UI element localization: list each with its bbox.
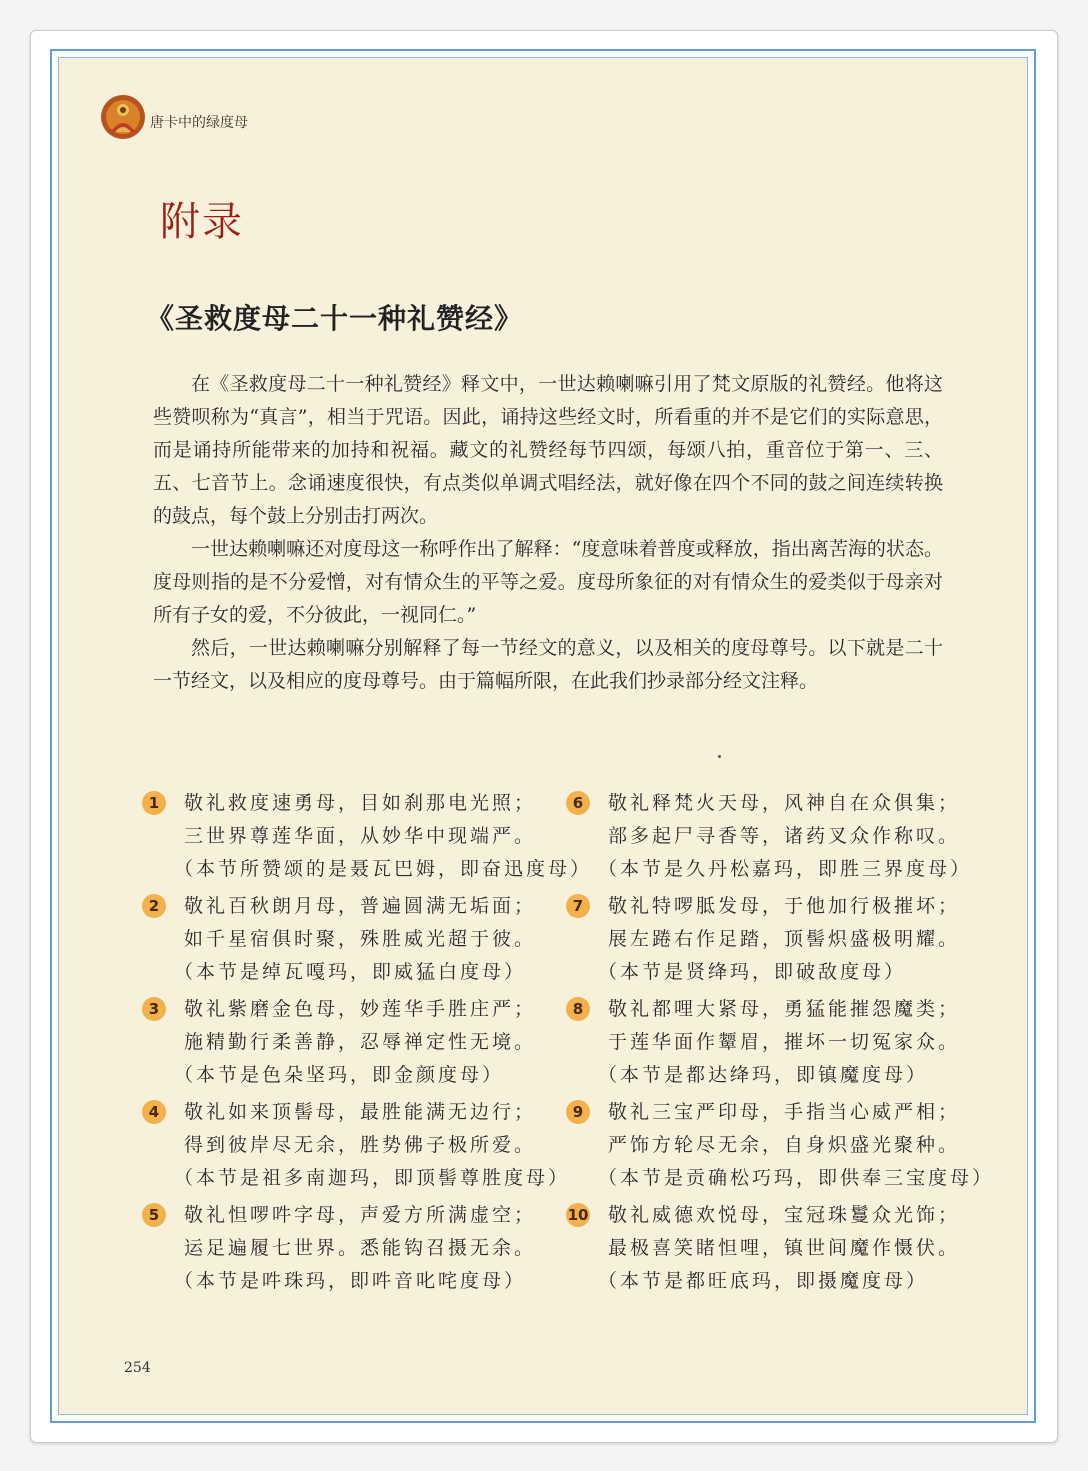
verse-block [140, 890, 540, 989]
verse-note: （本节是都旺底玛，即摄魔度母） [598, 1270, 929, 1292]
intro-text [153, 368, 943, 698]
verse-line: 部多起尸寻香等，诸药叉众作称叹。 [608, 825, 961, 847]
verse-note: （本节是绰瓦嘎玛，即威猛白度母） [174, 961, 527, 983]
verse-number-badge: 6 [566, 791, 590, 815]
verse-number-badge: 3 [142, 997, 166, 1021]
verse-note: （本节是贤绛玛，即破敌度母） [598, 961, 907, 983]
page-number: 254 [124, 1360, 151, 1376]
verse-number-badge: 4 [142, 1100, 166, 1124]
verse-line: 三世界尊莲华面，从妙华中现端严。 [184, 825, 537, 847]
verse-block [564, 993, 964, 1092]
verse-note: （本节是色朵坚玛，即金颜度母） [174, 1064, 505, 1086]
verse-block [140, 1096, 571, 1195]
verse-line: 敬礼都哩大紧母，勇猛能摧怨魔类； [608, 998, 961, 1020]
verse-line: 于莲华面作颦眉，摧坏一切冤家众。 [608, 1031, 961, 1053]
verse-block [564, 787, 973, 886]
verse-line: 施精勤行柔善静，忍辱禅定性无境。 [184, 1031, 537, 1053]
intro-paragraph: 一世达赖喇嘛还对度母这一称呼作出了解释：“度意味着普度或释放，指出离苦海的状态。度母则指的是不分爱憎，对有情众生的平等之爱。度母所象征的对有情众生的爱类似于母亲对所有子女的爱，不分彼此，一视同仁。” [153, 538, 943, 626]
verse-block [564, 890, 964, 989]
verse-column-right [564, 787, 995, 1302]
verse-number-badge: 1 [142, 791, 166, 815]
intro-paragraph: 然后，一世达赖喇嘛分别解释了每一节经文的意义，以及相关的度母尊号。以下就是二十一节经文，以及相应的度母尊号。由于篇幅所限，在此我们抄录部分经文注释。 [153, 637, 943, 692]
verse-line: 如千星宿俱时聚，殊胜威光超于彼。 [184, 928, 537, 950]
verse-line: 展左踡右作足踏，顶髻炽盛极明耀。 [608, 928, 961, 950]
verse-line: 敬礼怛啰吽字母，声爱方所满虚空； [184, 1204, 537, 1226]
verse-number-badge: 5 [142, 1203, 166, 1227]
verse-line: 敬礼威德欢悦母，宝冠珠鬘众光饰； [608, 1204, 961, 1226]
verse-note: （本节是都达绛玛，即镇魔度母） [598, 1064, 929, 1086]
verse-line: 敬礼如来顶髻母，最胜能满无边行； [184, 1101, 537, 1123]
verse-block [140, 1199, 540, 1298]
verse-number-badge: 7 [566, 894, 590, 918]
verse-line: 运足遍履七世界。悉能钩召摄无余。 [184, 1237, 537, 1259]
verse-note: （本节是吽珠玛，即吽音叱咤度母） [174, 1270, 527, 1292]
verse-line: 敬礼救度速勇母，目如刹那电光照； [184, 792, 537, 814]
verse-note: （本节是贡确松巧玛，即供奉三宝度母） [598, 1167, 995, 1189]
intro-paragraph: 在《圣救度母二十一种礼赞经》释文中，一世达赖喇嘛引用了梵文原版的礼赞经。他将这些赞呗称为“真言”，相当于咒语。因此，诵持这些经文时，所看重的并不是它们的实际意思，而是诵持所能带来的加持和祝福。藏文的礼赞经每节四颂，每颂八拍，重音位于第一、三、五、七音节上。念诵速度很快，有点类似单调式唱经法，就好像在四个不同的鼓之间连续转换的鼓点，每个鼓上分别击打两次。 [153, 373, 943, 527]
verse-block [140, 787, 593, 886]
verse-block [564, 1096, 995, 1195]
verse-note: （本节是久丹松嘉玛，即胜三界度母） [598, 858, 973, 880]
verse-line: 敬礼三宝严印母，手指当心威严相； [608, 1101, 961, 1123]
verse-line: 最极喜笑睹怛哩，镇世间魔作慑伏。 [608, 1237, 961, 1259]
verse-line: 敬礼紫磨金色母，妙莲华手胜庄严； [184, 998, 537, 1020]
running-header: 唐卡中的绿度母 [150, 115, 248, 131]
verse-line: 得到彼岸尽无余，胜势佛子极所爱。 [184, 1134, 537, 1156]
verse-line: 严饰方轮尽无余，自身炽盛光聚种。 [608, 1134, 961, 1156]
verse-block [140, 993, 540, 1092]
sutra-title: 《圣救度母二十一种礼赞经》 [146, 302, 524, 335]
tara-thangka-icon [100, 94, 146, 140]
verse-block [564, 1199, 964, 1298]
section-title: 附录 [160, 199, 244, 245]
verse-note: （本节所赞颂的是聂瓦巴姆，即奋迅度母） [174, 858, 593, 880]
verse-number-badge: 2 [142, 894, 166, 918]
print-speck [718, 755, 721, 758]
verse-line: 敬礼百秋朗月母，普遍圆满无垢面； [184, 895, 537, 917]
verse-note: （本节是祖多南迦玛，即顶髻尊胜度母） [174, 1167, 571, 1189]
verse-line: 敬礼特啰胝发母，于他加行极摧坏； [608, 895, 961, 917]
verse-number-badge: 8 [566, 997, 590, 1021]
verse-line: 敬礼释梵火天母，风神自在众俱集； [608, 792, 961, 814]
verse-number-badge: 10 [566, 1203, 590, 1227]
verse-number-badge: 9 [566, 1100, 590, 1124]
